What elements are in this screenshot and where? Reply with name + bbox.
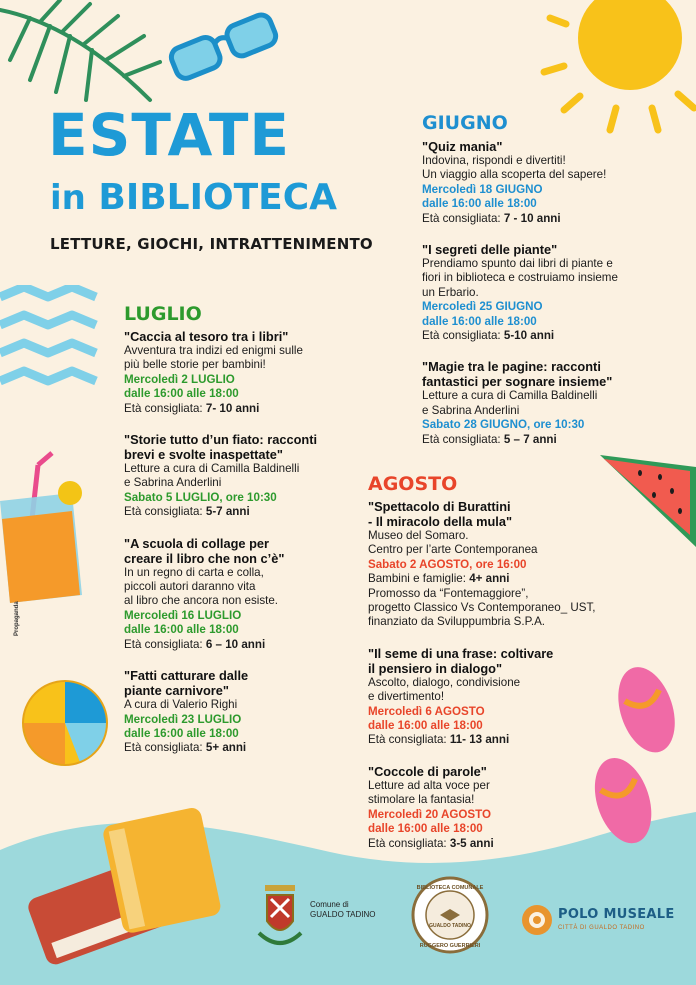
event-title: "I segreti delle piante"	[422, 242, 558, 258]
biblioteca-seal-logo	[410, 875, 490, 955]
age-label: Età consigliata:	[422, 329, 501, 343]
event-date: Mercoledì 25 GIUGNO	[422, 300, 543, 314]
main-subtitle	[50, 177, 338, 218]
event-age	[124, 741, 354, 755]
event-description: Letture a cura di Camilla Baldinelli	[124, 462, 300, 476]
event-item	[124, 329, 354, 416]
age-label: Età consigliata:	[368, 733, 447, 747]
seal-text-middle: GUALDO TADINO	[429, 923, 471, 929]
event-item	[422, 242, 672, 343]
event-title: il pensiero in dialogo"	[368, 660, 503, 676]
event-date: Sabato 28 GIUGNO, ore 10:30	[422, 418, 585, 432]
event-title: "Il seme di una frase: coltivare	[368, 645, 554, 661]
audience-label: Bambini e famiglie:	[368, 572, 466, 586]
event-description: e divertimento!	[368, 690, 445, 704]
event-age	[368, 837, 628, 851]
event-time: dalle 16:00 alle 18:00	[124, 387, 239, 401]
event-description: Letture a cura di Camilla Baldinelli	[422, 389, 598, 403]
event-time: dalle 16:00 alle 18:00	[422, 314, 537, 328]
event-time: dalle 16:00 alle 18:00	[368, 719, 483, 733]
event-date: Mercoledì 2 LUGLIO	[124, 372, 235, 386]
age-value: 5 – 7 anni	[503, 432, 557, 446]
july-events	[124, 329, 354, 772]
age-value: 11- 13 anni	[449, 733, 510, 747]
age-label: Età consigliata:	[368, 836, 447, 850]
comune-label	[310, 900, 376, 920]
event-description: più belle storie per bambini!	[124, 358, 266, 372]
subtitle-prefix: in	[50, 178, 86, 218]
event-description: Avventura tra indizi ed enigmi sulle	[124, 344, 303, 357]
comune-line2: GUALDO TADINO	[310, 910, 376, 919]
age-label: Età consigliata:	[124, 637, 203, 651]
june-events	[422, 139, 672, 463]
comune-line1: Comune di	[310, 900, 349, 909]
event-item	[368, 499, 628, 630]
sunglasses-icon	[160, 0, 290, 90]
event-title: "Caccia al tesoro tra i libri"	[124, 329, 289, 344]
event-date: Sabato 5 LUGLIO, ore 10:30	[124, 490, 277, 504]
event-date: Mercoledì 16 LUGLIO	[124, 608, 242, 622]
event-date: Mercoledì 6 AGOSTO	[368, 704, 485, 718]
age-value: 7 - 10 anni	[503, 211, 561, 225]
event-age	[368, 733, 628, 747]
footer-logos	[0, 875, 696, 985]
month-heading-august: AGOSTO	[368, 473, 458, 495]
event-description: Centro per l’arte Contemporanea	[368, 543, 538, 557]
event-date: Sabato 2 AGOSTO, ore 16:00	[368, 557, 527, 571]
polo-museale-title: POLO MUSEALE	[558, 907, 675, 922]
event-description: Promosso da “Fontemaggiore”,	[368, 586, 529, 600]
event-title: "A scuola di collage per	[124, 535, 269, 551]
event-description: stimolare la fantasia!	[368, 793, 475, 807]
event-description: Un viaggio alla scoperta del sapere!	[422, 168, 607, 182]
event-title: "Storie tutto d’un fiato: racconti	[124, 432, 318, 448]
coat-of-arms-icon	[255, 881, 305, 953]
event-title: piante carnivore"	[124, 683, 229, 699]
august-events	[368, 499, 628, 867]
event-item	[124, 536, 354, 652]
sun-icon	[530, 0, 696, 150]
event-age	[422, 329, 672, 343]
month-heading-july: LUGLIO	[124, 303, 202, 325]
event-item	[368, 764, 628, 851]
age-label: Età consigliata:	[124, 505, 203, 519]
polo-museale-subtitle: CITTÀ DI GUALDO TADINO	[558, 925, 645, 931]
drink-glass-icon	[0, 445, 90, 605]
age-value: 5+ anni	[205, 741, 247, 755]
age-value: 3-5 anni	[449, 836, 494, 850]
event-description: al libro che ancora non esiste.	[124, 594, 279, 608]
event-age	[124, 505, 354, 519]
event-title: - Il miracolo della mula"	[368, 514, 513, 529]
event-description: Museo del Somaro.	[368, 529, 469, 542]
audience-value: 4+ anni	[469, 572, 510, 586]
event-description: e Sabrina Anderlini	[422, 403, 520, 417]
event-audience	[368, 572, 628, 586]
event-time: dalle 16:00 alle 18:00	[124, 623, 239, 637]
main-title: ESTATE	[48, 101, 291, 169]
tagline: LETTURE, GIOCHI, INTRATTENIMENTO	[50, 235, 373, 253]
age-value: 6 – 10 anni	[205, 637, 266, 651]
event-title: "Magie tra le pagine: racconti	[422, 359, 601, 375]
event-description: Indovina, rispondi e divertiti!	[422, 154, 566, 167]
age-value: 5-7 anni	[205, 505, 250, 519]
polo-museale-logo-icon	[520, 903, 554, 937]
event-time: dalle 16:00 alle 18:00	[422, 197, 537, 211]
event-item	[368, 646, 628, 748]
event-title: brevi e svolte inaspettate"	[124, 447, 283, 463]
event-title: fantastici per sognare insieme"	[422, 374, 613, 390]
age-value: 5-10 anni	[503, 329, 555, 343]
event-item	[422, 359, 672, 447]
event-title: creare il libro che non c’è"	[124, 550, 285, 566]
age-label: Età consigliata:	[124, 741, 203, 755]
event-time: dalle 16:00 alle 18:00	[368, 822, 483, 836]
seal-text-top: BIBLIOTECA COMUNALE	[416, 885, 484, 891]
event-title: "Fatti catturare dalle	[124, 668, 249, 684]
event-item	[422, 139, 672, 226]
event-description: fiori in biblioteca e costruiamo insieme	[422, 271, 618, 285]
seal-text-bottom: RUGGERO GUERRIERI	[419, 943, 481, 949]
event-description: piccoli autori daranno vita	[124, 580, 256, 594]
event-item	[124, 432, 354, 520]
event-description: In un regno di carta e colla,	[124, 565, 264, 579]
event-age	[124, 402, 354, 416]
event-title: "Spettacolo di Burattini	[368, 499, 511, 514]
event-item	[124, 668, 354, 756]
event-age	[124, 638, 354, 652]
month-heading-june: GIUGNO	[422, 112, 508, 134]
zigzag-waves-icon	[0, 285, 110, 395]
event-description: progetto Classico Vs Contemporaneo_ UST,	[368, 601, 596, 615]
event-age	[422, 212, 672, 226]
beach-ball-icon	[20, 678, 110, 768]
subtitle-main: BIBLIOTECA	[98, 177, 338, 218]
event-title: "Quiz mania"	[422, 139, 503, 154]
event-description: Ascolto, dialogo, condivisione	[368, 675, 521, 689]
event-description: A cura di Valerio Righi	[124, 698, 238, 712]
palm-leaf-icon	[0, 0, 170, 110]
age-value: 7- 10 anni	[205, 401, 260, 415]
event-description: Prendiamo spunto dai libri di piante e	[422, 257, 613, 271]
event-title: "Coccole di parole"	[368, 763, 487, 779]
event-date: Mercoledì 23 LUGLIO	[124, 712, 242, 726]
credit-text: Propaganda	[14, 601, 20, 636]
event-date: Mercoledì 20 AGOSTO	[368, 807, 492, 821]
event-age	[422, 433, 672, 447]
event-description: un Erbario.	[422, 285, 479, 299]
event-time: dalle 16:00 alle 18:00	[124, 726, 239, 740]
event-description: e Sabrina Anderlini	[124, 476, 222, 490]
age-label: Età consigliata:	[124, 401, 203, 415]
event-date: Mercoledì 18 GIUGNO	[422, 182, 543, 196]
event-description: Letture ad alta voce per	[368, 778, 490, 792]
age-label: Età consigliata:	[422, 211, 501, 225]
age-label: Età consigliata:	[422, 432, 501, 446]
event-description: finanziato da Sviluppumbria S.P.A.	[368, 615, 546, 629]
